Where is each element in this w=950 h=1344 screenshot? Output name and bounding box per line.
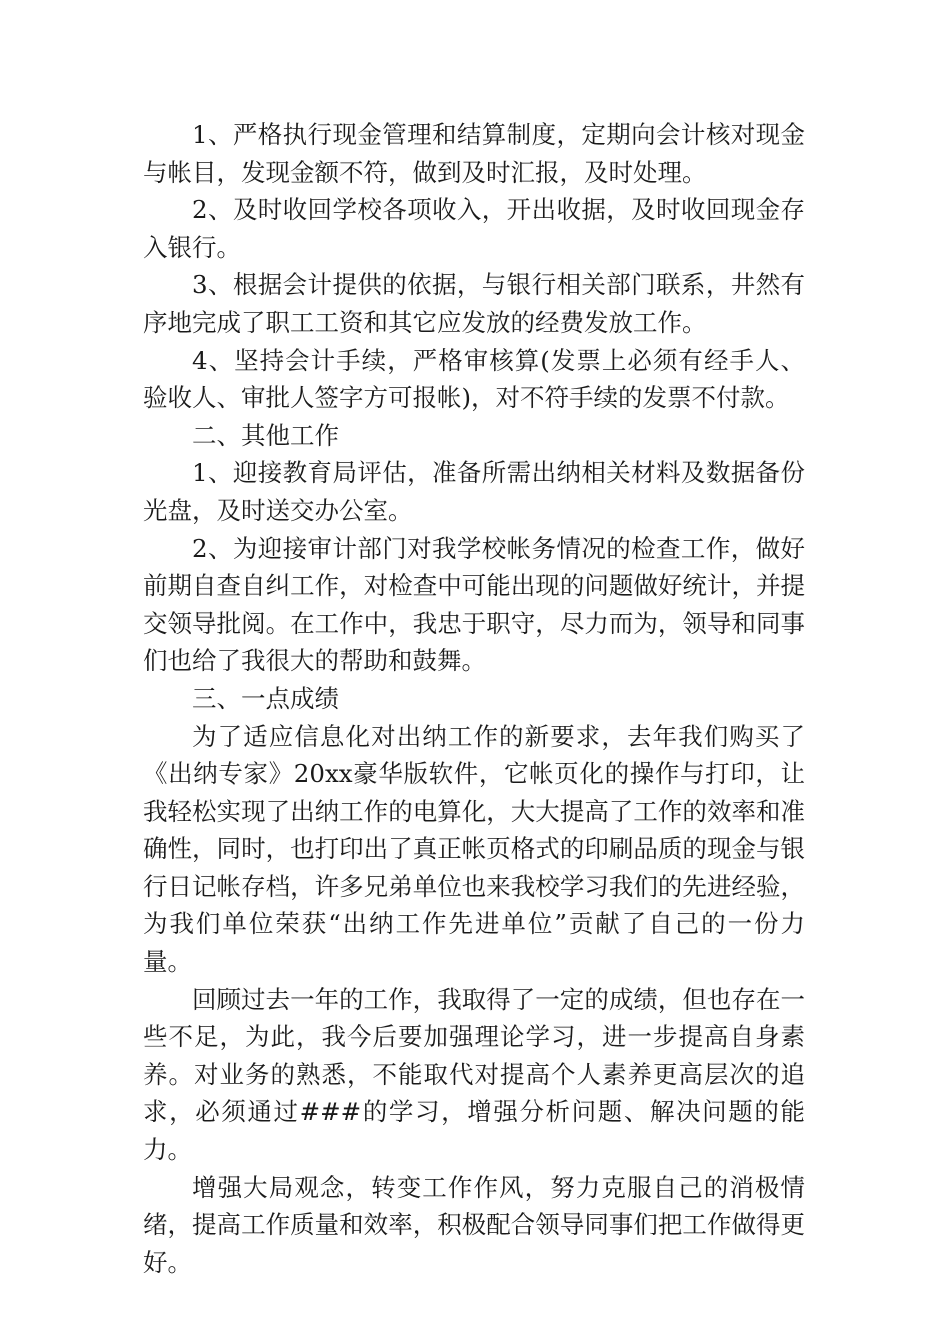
paragraph-software: 为了适应信息化对出纳工作的新要求，去年我们购买了《出纳专家》20xx豪华版软件，它帐页化的操作与打印，让我轻松实现了出纳工作的电算化，大大提高了工作的效率和准确性，同时，也打印出了真正帐页格式的印刷品质的现金与银行日记帐存档，许多兄弟单位也来我校学习我们的先进经验，为我们单位荣获“出纳工作先进单位”贡献了自己的一份力量。 xyxy=(143,721,805,977)
paragraph-cash-management: 1、严格执行现金管理和结算制度，定期向会计核对现金与帐目，发现金额不符，做到及时汇报，及时处理。 xyxy=(143,120,805,187)
paragraph-evaluation: 1、迎接教育局评估，准备所需出纳相关材料及数据备份光盘，及时送交办公室。 xyxy=(143,458,805,525)
paragraph-collect-income: 2、及时收回学校各项收入，开出收据，及时收回现金存入银行。 xyxy=(143,195,805,262)
paragraph-salary-payment: 3、根据会计提供的依据，与银行相关部门联系，井然有序地完成了职工工资和其它应发放的经费发放工作。 xyxy=(143,270,805,337)
paragraph-audit-inspection: 2、为迎接审计部门对我学校帐务情况的检查工作，做好前期自查自纠工作，对检查中可能出现的问题做好统计，并提交领导批阅。在工作中，我忠于职守，尽力而为，领导和同事们也给了我很大的帮助和鼓舞。 xyxy=(143,533,805,676)
section-heading-achievements: 三、一点成绩 xyxy=(192,683,339,713)
section-heading-other-work: 二、其他工作 xyxy=(192,420,339,450)
paragraph-improvement: 增强大局观念，转变工作作风，努力克服自己的消极情绪，提高工作质量和效率，积极配合领导同事们把工作做得更好。 xyxy=(143,1172,805,1277)
paragraph-review: 回顾过去一年的工作，我取得了一定的成绩，但也存在一些不足，为此，我今后要加强理论学习，进一步提高自身素养。对业务的熟悉，不能取代对提高个人素养更高层次的追求，必须通过###的学习，增强分析问题、解决问题的能力。 xyxy=(143,984,805,1165)
document-body xyxy=(143,116,805,1281)
paragraph-audit-procedures: 4、坚持会计手续，严格审核算(发票上必须有经手人、验收人、审批人签字方可报帐)，对不符手续的发票不付款。 xyxy=(143,345,805,413)
